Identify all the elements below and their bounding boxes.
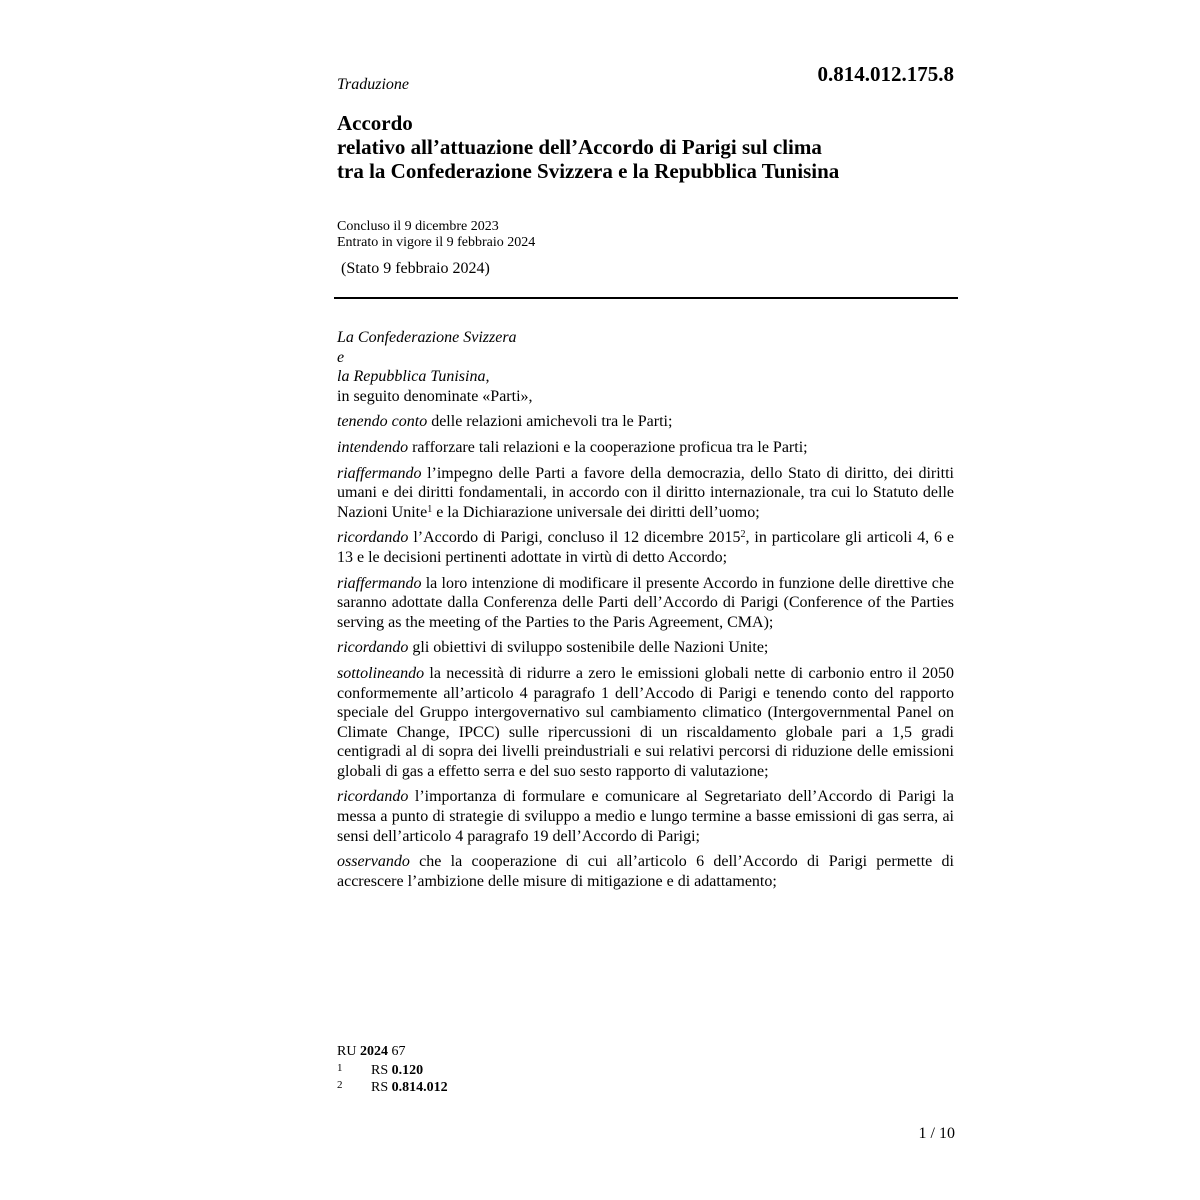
preamble-text: rafforzare tali relazioni e la cooperazione proficua tra le Parti; xyxy=(408,438,808,456)
footnote-link[interactable]: 0.120 xyxy=(391,1063,424,1078)
preamble-text: la loro intenzione di modificare il presente Accordo in funzione delle direttive che saranno adottate dalla Conferenza delle Parti dell’Accordo di Parigi (Conference of the Parties serving as the meeting of the Parties to the Paris Agreement, CMA); xyxy=(337,574,954,631)
footnote-text xyxy=(371,1079,448,1096)
concluded-date: Concluso il 9 dicembre 2023 xyxy=(337,219,499,234)
page-number: 1 / 10 xyxy=(918,1125,955,1142)
party-designation: in seguito denominate «Parti», xyxy=(337,387,533,405)
document-title xyxy=(337,111,977,183)
header-divider xyxy=(334,297,958,299)
preamble-keyword: sottolineando xyxy=(337,664,425,682)
footnote-prefix: RS xyxy=(371,1080,389,1095)
sr-number: 0.814.012.175.8 xyxy=(817,62,954,86)
preamble-paragraph xyxy=(337,787,954,846)
preamble-text: che la cooperazione di cui all’articolo 6 dell’Accordo di Parigi permette di accrescere l’ambizione delle misure di mitigazione e di adattamento; xyxy=(337,853,954,890)
dates-block xyxy=(337,219,535,251)
preamble-keyword: osservando xyxy=(337,853,410,871)
footnote-link[interactable]: 0.814.012 xyxy=(391,1080,448,1095)
parties-block xyxy=(337,328,954,406)
preamble-keyword: tenendo conto xyxy=(337,413,428,431)
title-line-2: relativo all’attuazione dell’Accordo di Parigi sul clima xyxy=(337,135,822,159)
title-line-1: Accordo xyxy=(337,111,413,135)
footnote-number: 2 xyxy=(337,1079,343,1091)
preamble-text xyxy=(337,328,954,897)
in-force-date: Entrato in vigore il 9 febbraio 2024 xyxy=(337,235,536,250)
preamble-paragraph xyxy=(337,664,954,782)
preamble-keyword: intendendo xyxy=(337,438,409,456)
footnote-number: 1 xyxy=(337,1062,343,1074)
footnote-ref[interactable]: 1 xyxy=(427,503,433,515)
translation-label: Traduzione xyxy=(337,76,410,93)
preamble-paragraph xyxy=(337,438,954,458)
party-2: la Repubblica Tunisina, xyxy=(337,368,490,386)
preamble-paragraph xyxy=(337,528,954,567)
preamble-paragraph xyxy=(337,638,954,658)
preamble-text: la necessità di ridurre a zero le emissioni globali nette di carbonio entro il 2050 conformemente all’articolo 4 paragrafo 1 dell’Accodo di Parigi e tenendo conto del rapporto speciale del Gruppo intergovernativo sul cambiamento climatico (Intergovernmental Panel on Climate Change, IPCC) sulle ripercussioni di un riscaldamento globale pari a 1,5 gradi centigradi al di sopra dei livelli preindustriali e sui relativi percorsi di riduzione delle emissioni globali di gas a effetto serra e del suo sesto rapporto di valutazione; xyxy=(337,664,954,780)
preamble-text: l’importanza di formulare e comunicare al Segretariato dell’Accordo di Parigi la messa a punto di strategie di sviluppo a medio e lungo termine a basse emissioni di gas serra, ai sensi dell’articolo 4 paragrafo 19 dell’Accordo di Parigi; xyxy=(337,788,954,845)
preamble-keyword: ricordando xyxy=(337,529,409,547)
party-1: La Confederazione Svizzera xyxy=(337,329,517,346)
ru-reference xyxy=(337,1043,405,1060)
footnotes xyxy=(337,1062,448,1096)
preamble-paragraph xyxy=(337,464,954,523)
footnote-text xyxy=(371,1062,423,1079)
preamble-paragraph xyxy=(337,412,954,432)
preamble-text: delle relazioni amichevoli tra le Parti; xyxy=(427,413,673,431)
preamble-paragraph xyxy=(337,574,954,633)
title-line-3: tra la Confederazione Svizzera e la Repubblica Tunisina xyxy=(337,159,840,183)
preamble-text: gli obiettivi di sviluppo sostenibile delle Nazioni Unite; xyxy=(408,639,769,657)
preamble-keyword: riaffermando xyxy=(337,464,422,482)
preamble-text: l’Accordo di Parigi, concluso il 12 dicembre 2015 xyxy=(408,529,741,547)
preamble-text-after: , in particolare gli articoli 4, 6 e 13 e le decisioni pertinenti adottate in virtù di detto Accordo; xyxy=(337,529,955,566)
footnote-item xyxy=(337,1079,448,1096)
preamble-text-after: e la Dichiarazione universale dei diritti dell’uomo; xyxy=(432,503,760,521)
ru-prefix: RU xyxy=(337,1044,357,1059)
footnote-prefix: RS xyxy=(371,1063,389,1078)
preamble-text: l’impegno delle Parti a favore della democrazia, dello Stato di diritto, dei diritti umani e dei diritti fondamentali, in accordo con il diritto internazionale, tra cui lo Statuto delle Nazioni Unite xyxy=(337,464,954,521)
party-conjunction: e xyxy=(337,348,345,366)
ru-year: 2024 xyxy=(359,1044,388,1059)
preamble-keyword: riaffermando xyxy=(337,574,422,592)
ru-page: 67 xyxy=(391,1044,406,1059)
footnote-ref[interactable]: 2 xyxy=(740,529,746,541)
state-date: (Stato 9 febbraio 2024) xyxy=(341,260,490,277)
preamble-paragraph xyxy=(337,852,954,891)
preamble-keyword: ricordando xyxy=(337,639,409,657)
preamble-keyword: ricordando xyxy=(337,788,409,806)
